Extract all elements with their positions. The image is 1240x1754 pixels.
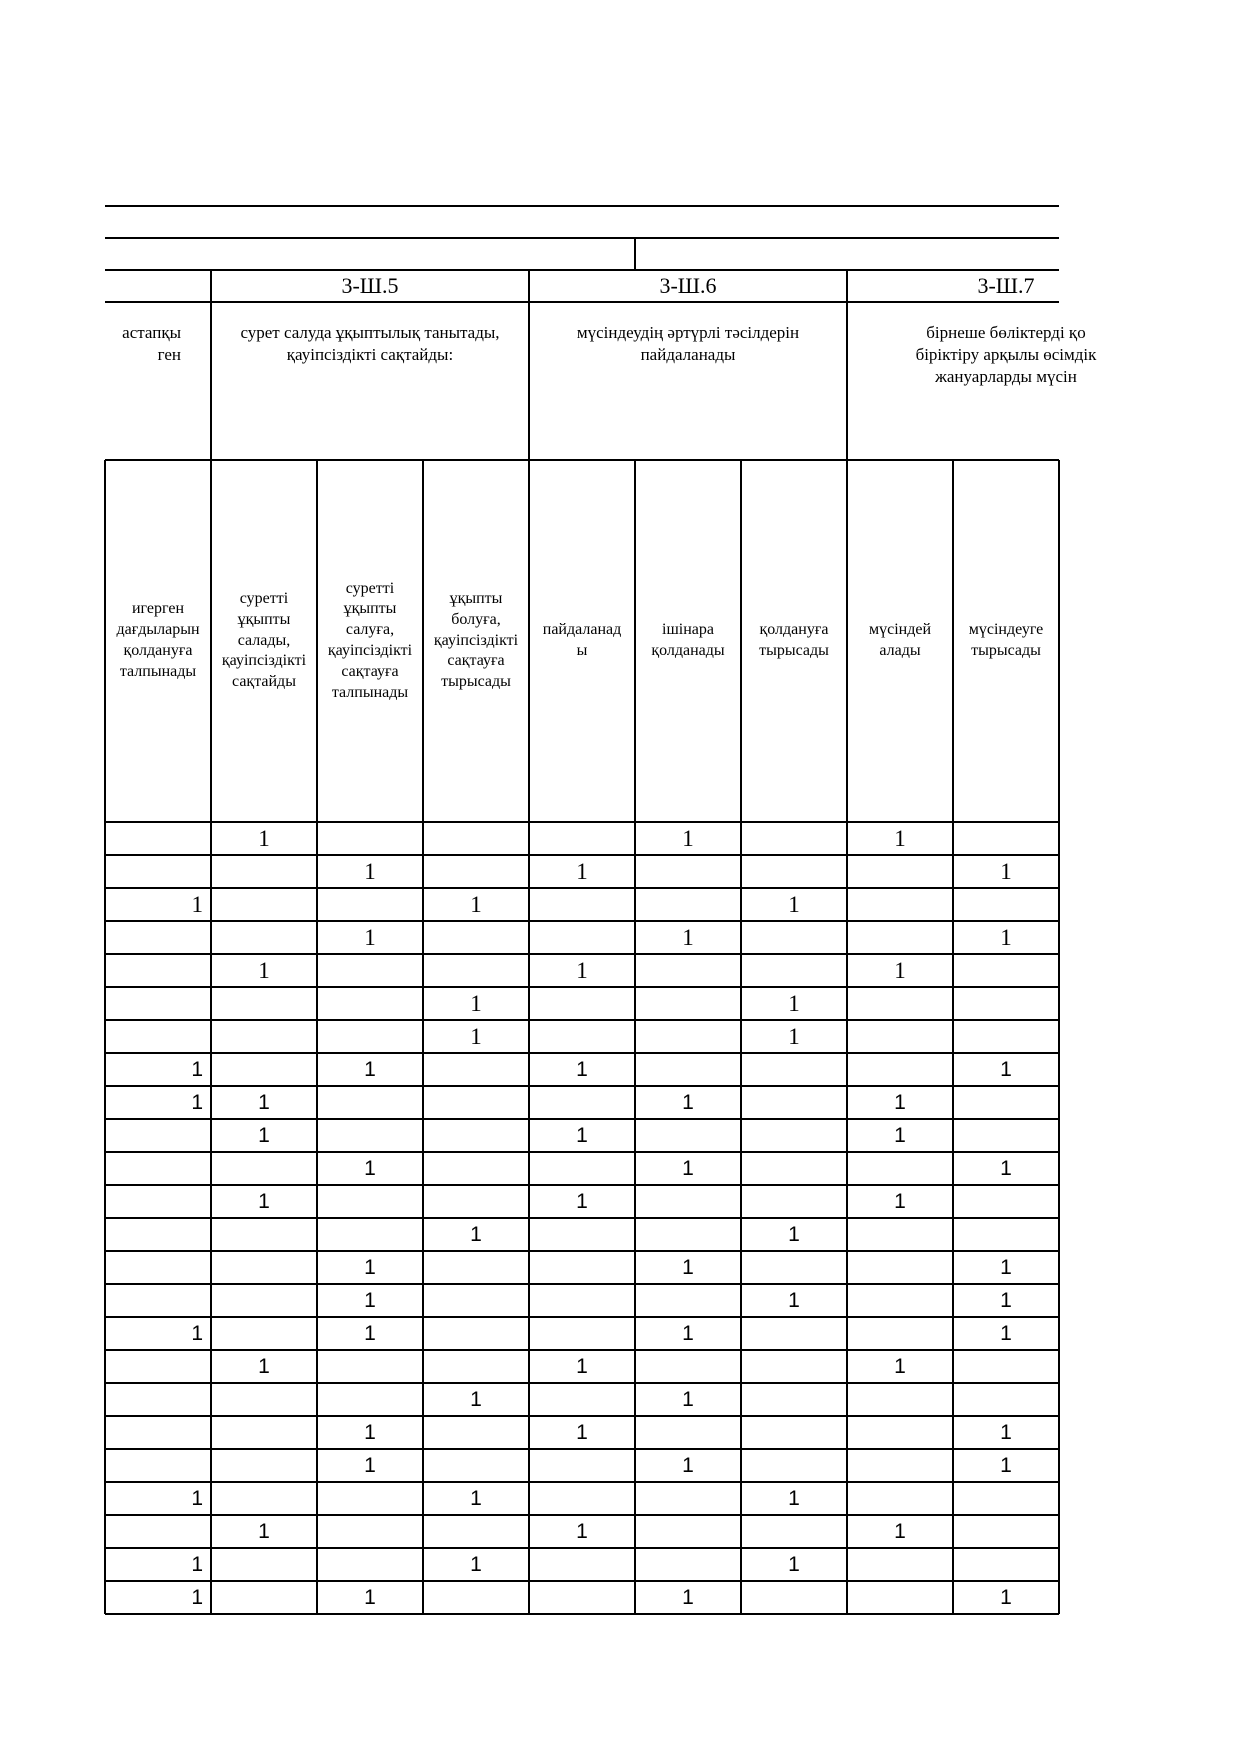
table-cell: 1 [1000,858,1012,884]
table-cell [531,1252,633,1283]
table-cell [531,1549,633,1580]
table-cell [107,955,203,986]
table-cell: 1 [576,1519,588,1543]
table-cell [319,823,421,854]
table-cell [107,922,203,953]
table-cell [213,1153,315,1184]
table-cell: 1 [788,1288,800,1312]
table-cell [849,1483,951,1514]
table-cell [213,1285,315,1316]
table-cell: 1 [894,825,906,851]
table-cell: 1 [576,1420,588,1444]
table-cell [213,1021,315,1052]
table-cell [319,1120,421,1151]
table-cell [637,889,739,920]
table-cell [319,988,421,1019]
table-cell [849,1054,951,1085]
table-cell [107,1450,203,1481]
table-cell [849,1219,951,1250]
table-cell: 1 [1000,1585,1012,1609]
table-cell [955,1384,1057,1415]
table-cell: 1 [894,1090,906,1114]
table-cell: 1 [364,1585,376,1609]
table-cell [637,1351,739,1382]
table-cell [743,1087,845,1118]
table-cell [849,1384,951,1415]
table-cell [213,1582,315,1613]
table-cell [319,1384,421,1415]
table-cell: 1 [788,891,800,917]
table-cell [107,1252,203,1283]
group-divider-top [634,238,636,270]
table-cell: 1 [894,957,906,983]
table-cell [425,1318,527,1349]
subheader-cell: ұқыпты болуға, қауіпсіздікті сақтауға тырысады [433,590,519,691]
table-cell [107,1285,203,1316]
table-cell [107,1021,203,1052]
table-left-border [104,460,106,1614]
table-cell: 1 [1000,1453,1012,1477]
subheader-cell: мүсіндеуге тырысады [968,621,1044,659]
table-cell: 1 [894,1189,906,1213]
subheader-cell: қолдануға тырысады [759,621,829,659]
table-cell [849,856,951,887]
table-cell: 1 [1000,924,1012,950]
group-description: мүсіндеудің әртүрлі тәсілдерін пайдаланады [576,323,800,365]
table-cell: 1 [258,1189,270,1213]
table-cell [849,1252,951,1283]
table-cell [955,889,1057,920]
table-cell [425,1582,527,1613]
group-code: 3-Ш.5 [341,272,399,298]
table-cell [213,1549,315,1580]
table-cell [743,1351,845,1382]
subheader-cell: суретті ұқыпты салады, қауіпсіздікті сақтайды [221,590,307,691]
table-cell: 1 [364,1156,376,1180]
table-cell [425,1417,527,1448]
group-description: сурет салуда ұқыптылық танытады, қауіпсіздікті сақтайды: [240,323,500,365]
table-cell [955,1549,1057,1580]
table-cell [637,1417,739,1448]
table-cell [955,1120,1057,1151]
table-cell: 1 [191,1057,203,1081]
table-cell: 1 [788,990,800,1016]
table-cell [213,1252,315,1283]
table-cell: 1 [364,1288,376,1312]
table-cell: 1 [1000,1321,1012,1345]
column-divider [210,270,212,1614]
table-cell: 1 [364,924,376,950]
table-cell [213,1384,315,1415]
column-divider [952,460,954,1614]
table-cell: 1 [1000,1057,1012,1081]
column-divider [316,460,318,1614]
table-cell [425,1087,527,1118]
table-cell [213,1054,315,1085]
table-cell: 1 [894,1519,906,1543]
table-cell: 1 [1000,1420,1012,1444]
table-cell: 1 [191,1552,203,1576]
table-cell [213,1219,315,1250]
table-cell: 1 [258,957,270,983]
table-cell [743,856,845,887]
table-cell [531,922,633,953]
table-cell [743,1384,845,1415]
table-cell: 1 [788,1222,800,1246]
table-cell: 1 [364,1057,376,1081]
table-cell [107,1186,203,1217]
table-cell [319,889,421,920]
table-cell [743,1120,845,1151]
table-cell: 1 [788,1023,800,1049]
table-cell [743,1318,845,1349]
table-cell [849,1582,951,1613]
partial-column-description: астапқы ген [122,323,181,365]
table-cell [107,1153,203,1184]
clip-wrapper [847,270,1059,302]
table-cell [743,1417,845,1448]
table-cell: 1 [682,825,694,851]
table-cell [955,1351,1057,1382]
table-cell: 1 [470,1486,482,1510]
table-cell [213,856,315,887]
table-cell [425,856,527,887]
table-cell: 1 [1000,1288,1012,1312]
clip-wrapper [851,322,1097,432]
table-cell [213,889,315,920]
table-cell: 1 [576,1189,588,1213]
table-cell: 1 [470,891,482,917]
table-cell [425,955,527,986]
table-cell: 1 [894,1354,906,1378]
table-cell [637,856,739,887]
table-cell [743,1054,845,1085]
table-cell: 1 [682,1090,694,1114]
table-cell: 1 [682,924,694,950]
table-cell [637,1120,739,1151]
table-cell [531,1318,633,1349]
column-divider [846,270,848,1614]
table-cell [849,1450,951,1481]
table-cell [531,889,633,920]
table-header-divider [105,237,1059,239]
table-cell: 1 [682,1585,694,1609]
table-cell: 1 [364,1420,376,1444]
table-cell [743,1516,845,1547]
table-cell: 1 [576,1123,588,1147]
table-cell [637,1285,739,1316]
column-divider [740,460,742,1614]
table-cell [425,1450,527,1481]
table-desc-row-bottom [105,459,1059,461]
table-cell [743,1582,845,1613]
table-cell [425,1186,527,1217]
table-cell: 1 [364,1255,376,1279]
table-cell: 1 [258,1354,270,1378]
table-cell [637,1483,739,1514]
table-cell [743,1252,845,1283]
subheader-cell: игерген дағдыларын қолдануға талпынады [116,600,200,680]
column-divider [528,270,530,1614]
table-cell [531,823,633,854]
table-cell: 1 [191,1090,203,1114]
table-cell [107,1120,203,1151]
table-cell [743,823,845,854]
table-cell [213,1450,315,1481]
table-cell: 1 [682,1321,694,1345]
table-cell: 1 [470,1222,482,1246]
subheader-cell: ішінара қолданады [651,621,725,659]
table-cell [743,1153,845,1184]
table-cell [637,988,739,1019]
table-cell [319,1087,421,1118]
table-cell [319,1516,421,1547]
table-cell [107,823,203,854]
table-cell [319,955,421,986]
table-cell [319,1351,421,1382]
table-cell [531,1450,633,1481]
table-cell: 1 [364,1453,376,1477]
table-cell [319,1549,421,1580]
table-cell: 1 [788,1552,800,1576]
table-cell: 1 [682,1387,694,1411]
table-cell [637,1516,739,1547]
table-cell [637,1219,739,1250]
table-cell [213,1417,315,1448]
table-cell [955,1021,1057,1052]
table-cell [425,1120,527,1151]
table-cell [849,1318,951,1349]
table-cell [107,1351,203,1382]
table-cell [849,1021,951,1052]
subheader-cell: суретті ұқыпты салуға, қауіпсіздікті сақтауға талпынады [327,579,413,701]
table-cell [637,1186,739,1217]
table-cell: 1 [576,1057,588,1081]
table-cell [531,1483,633,1514]
table-cell [425,1516,527,1547]
table-cell [213,988,315,1019]
table-cell: 1 [576,957,588,983]
table-cell [107,1384,203,1415]
table-cell: 1 [258,1519,270,1543]
table-cell [531,988,633,1019]
table-cell [849,1153,951,1184]
table-cell [637,1054,739,1085]
table-cell [425,1054,527,1085]
table-cell [637,1021,739,1052]
partial-column-description-clip [105,322,211,432]
table-cell: 1 [191,1321,203,1345]
table-cell [955,988,1057,1019]
table-cell [955,1186,1057,1217]
table-cell [107,1219,203,1250]
table-cell: 1 [191,891,203,917]
table-cell: 1 [1000,1255,1012,1279]
table-cell: 1 [364,858,376,884]
table-cell [849,988,951,1019]
table-cell [531,1153,633,1184]
table-cell [425,1252,527,1283]
table-cell [955,1516,1057,1547]
table-cell [637,955,739,986]
table-cell: 1 [258,1123,270,1147]
table-cell [531,1384,633,1415]
table-cell: 1 [191,1486,203,1510]
table-cell [743,1186,845,1217]
table-cell [425,1285,527,1316]
table-cell [425,1153,527,1184]
table-cell: 1 [364,1321,376,1345]
table-cell [955,1483,1057,1514]
table-cell: 1 [576,1354,588,1378]
table-top-border [105,205,1059,207]
table-cell [849,1549,951,1580]
table-cell [319,1186,421,1217]
table-cell: 1 [682,1453,694,1477]
table-cell [107,988,203,1019]
table-cell: 1 [894,1123,906,1147]
table-cell [425,1351,527,1382]
table-cell: 1 [470,1387,482,1411]
table-cell [743,955,845,986]
table-cell [849,922,951,953]
table-cell [849,889,951,920]
table-cell [319,1483,421,1514]
column-divider [422,460,424,1614]
table-cell [213,1483,315,1514]
table-cell [955,1219,1057,1250]
group-code: 3-Ш.7 [977,272,1035,298]
table-cell: 1 [682,1255,694,1279]
table-cell: 1 [682,1156,694,1180]
table-cell: 1 [470,1552,482,1576]
table-cell [849,1417,951,1448]
table-cell [743,1450,845,1481]
table-cell [849,1285,951,1316]
table-cell [107,856,203,887]
subheader-cell: пайдаланад ы [542,621,622,659]
table-cell: 1 [191,1585,203,1609]
group-code: 3-Ш.6 [659,272,717,298]
table-cell [531,1219,633,1250]
table-cell [637,1549,739,1580]
table-cell [955,1087,1057,1118]
table-right-border [1058,460,1060,1614]
table-cell [531,1021,633,1052]
table-cell: 1 [470,990,482,1016]
table-cell [213,922,315,953]
table-row-border [105,1613,1059,1615]
table-cell [955,955,1057,986]
table-cell [213,1318,315,1349]
table-cell [107,1516,203,1547]
table-cell [531,1582,633,1613]
table-cell: 1 [258,825,270,851]
table-cell: 1 [788,1486,800,1510]
table-cell: 1 [576,858,588,884]
table-cell: 1 [470,1023,482,1049]
group-description: бірнеше бөліктерді қо біріктіру арқылы өсімдік жануарларды мүсін [915,323,1097,387]
table-cell [531,1285,633,1316]
table-cell [425,922,527,953]
subheader-cell: мүсіндей алады [868,621,932,659]
table-cell [319,1021,421,1052]
table-cell: 1 [1000,1156,1012,1180]
table-cell [107,1417,203,1448]
table-cell: 1 [258,1090,270,1114]
table-cell [531,1087,633,1118]
table-cell [955,823,1057,854]
table-cell [743,922,845,953]
table-cell [425,823,527,854]
table-cell [319,1219,421,1250]
column-divider [634,460,636,1614]
